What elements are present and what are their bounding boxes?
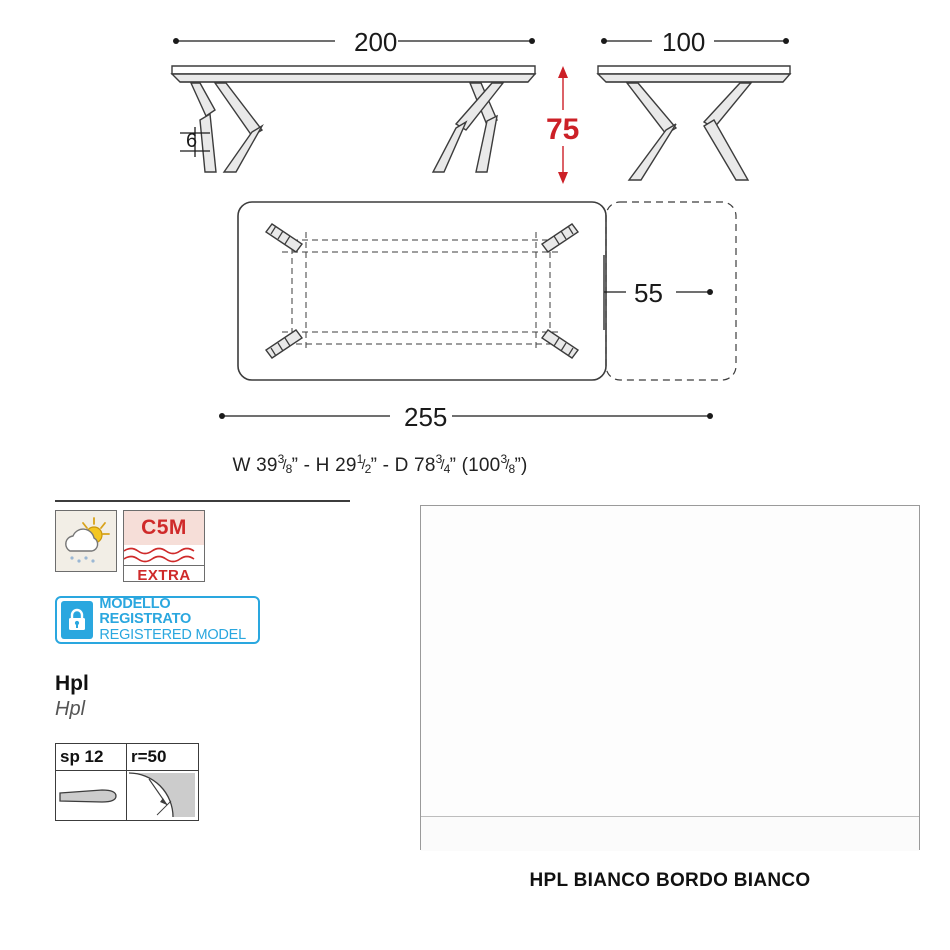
fraction-1-2: 1 / 2 [356,451,372,476]
side-elevation [598,66,790,180]
imperial-paren-open: (100 [461,455,501,476]
spec-icons [55,743,385,821]
sun-rain-icon [55,510,117,572]
edge-profile-icon [56,771,126,821]
corner-radius-icon [127,771,198,821]
dimension-200 [173,27,535,57]
fraction-3-4: 3 / 4 [435,451,451,476]
radius-label: r=50 [127,744,198,771]
thickness-label: sp 12 [56,744,126,771]
dimension-55 [604,255,713,330]
imperial-paren-close: ) [520,455,528,476]
extra-label: EXTRA [137,567,191,582]
finish-caption: HPL BIANCO BORDO BIANCO [529,870,811,891]
imperial-dimensions [0,451,760,477]
inch-mark-2: ” [370,455,378,476]
swatch-surface [421,506,919,816]
waves-icon [124,545,204,565]
svg-text:200: 200 [354,27,398,57]
registered-text [99,597,258,643]
divider [55,500,350,502]
material-block [55,672,385,721]
material-name-en: Hpl [55,698,86,720]
certification-badges [55,510,385,582]
svg-text:6: 6 [186,130,198,152]
dimension-75 [546,66,579,184]
registered-line-en: REGISTERED MODEL [99,626,247,643]
thickness-spec [55,743,127,821]
c5m-label-row [124,511,204,545]
lock-icon [61,601,93,639]
finish-swatch-image [420,505,920,850]
registered-model-badge [55,596,260,644]
c5m-label: C5M [141,516,187,539]
svg-text:100: 100 [662,27,706,57]
imperial-w: W 39 [232,455,278,476]
svg-text:255: 255 [404,402,448,432]
corrosion-class-badge [123,510,205,582]
fraction-3-8: 3 / 8 [277,451,293,476]
imperial-d: - D 78 [382,455,436,476]
inch-mark-3: ” [449,455,457,476]
svg-text:75: 75 [546,113,580,146]
radius-spec [127,743,199,821]
front-elevation [172,66,535,172]
registered-line-it: MODELLO REGISTRATO [99,596,192,628]
inch-mark-1: ” [291,455,299,476]
imperial-h: - H 29 [303,455,357,476]
inch-mark-4: ” [514,455,521,476]
swatch-edge [421,816,919,851]
dimension-100 [601,27,789,57]
fraction-3-8-alt: 3 / 8 [500,451,516,476]
svg-text:55: 55 [634,278,663,308]
material-name-it: Hpl [55,672,89,695]
extra-label-row [124,565,204,582]
dimension-255 [219,402,713,432]
icon-column [55,500,385,821]
